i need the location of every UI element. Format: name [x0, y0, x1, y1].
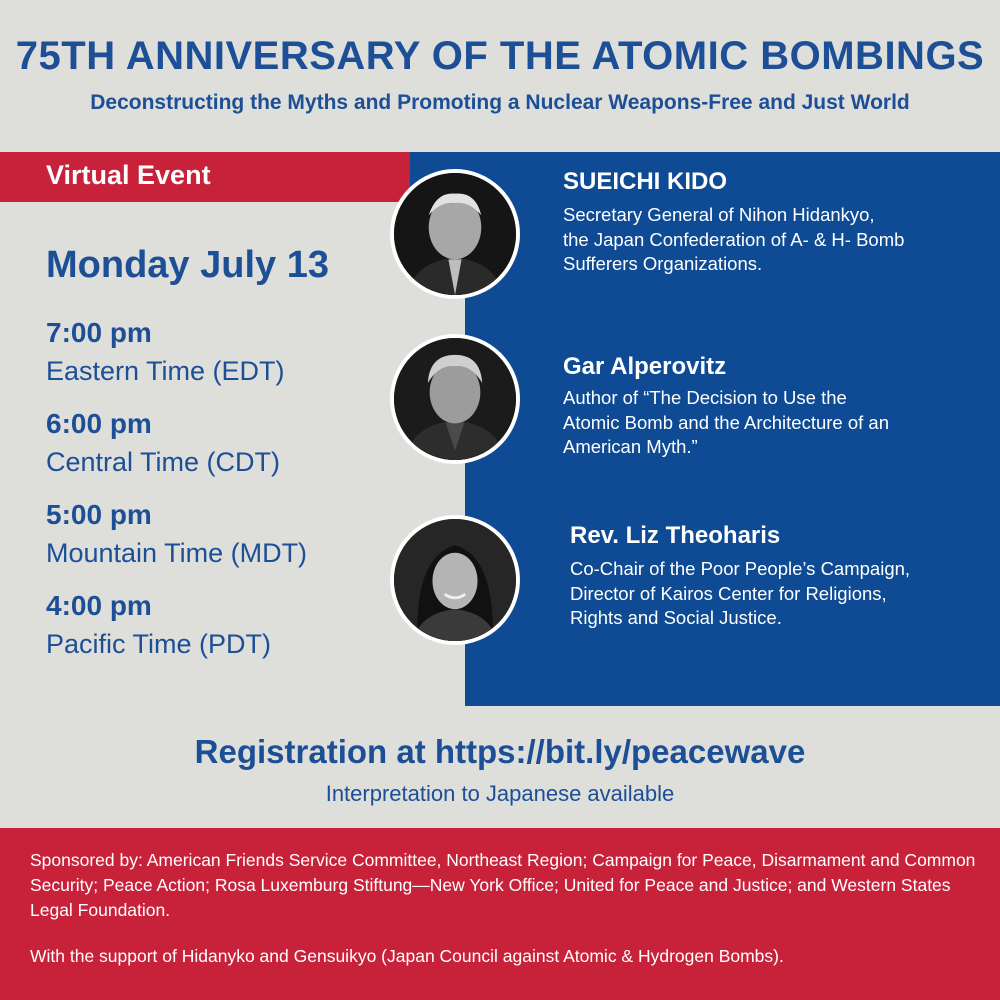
event-date: Monday July 13	[46, 244, 329, 286]
speaker-desc-theoharis	[570, 557, 910, 631]
speaker-photo-kido	[390, 169, 520, 299]
zone-central: Central Time (CDT)	[46, 447, 281, 477]
sponsors-text: Sponsored by: American Friends Service Committee, Northeast Region; Campaign for Peace, Disarmament and Common Security; Peace Action; Rosa Luxemburg Stiftung—New York Office; United for Peace and Justice; and Western States Legal Foundation.	[30, 850, 976, 920]
zone-pacific: Pacific Time (PDT)	[46, 629, 272, 659]
speaker-photo-theoharis	[390, 515, 520, 645]
speaker-desc-alperovitz	[563, 386, 889, 460]
interpretation-note: Interpretation to Japanese available	[325, 781, 675, 806]
speaker-desc-line: Co-Chair of the Poor People’s Campaign,	[570, 558, 911, 579]
speaker-desc-line: Author of “The Decision to Use the	[563, 387, 847, 408]
speaker-name-alperovitz: Gar Alperovitz	[563, 353, 727, 380]
time-central: 6:00 pm	[46, 408, 152, 439]
speaker-desc-line: the Japan Confederation of A- & H- Bomb	[563, 228, 905, 250]
speaker-desc-line: Sufferers Organizations.	[563, 253, 763, 274]
speaker-name-theoharis: Rev. Liz Theoharis	[570, 522, 781, 549]
page-title: 75TH ANNIVERSARY OF THE ATOMIC BOMBINGS	[15, 34, 985, 78]
speaker-name-kido: SUEICHI KIDO	[563, 168, 728, 195]
speaker-desc-line: Rights and Social Justice.	[570, 607, 782, 628]
registration-link[interactable]: Registration at https://bit.ly/peacewave	[194, 733, 806, 770]
speaker-desc-line: Secretary General of Nihon Hidankyo,	[563, 204, 875, 225]
time-mountain: 5:00 pm	[46, 499, 152, 530]
speaker-photo-alperovitz	[390, 334, 520, 464]
zone-eastern: Eastern Time (EDT)	[46, 356, 285, 386]
speaker-desc-line: American Myth.”	[563, 436, 698, 457]
time-eastern: 7:00 pm	[46, 317, 152, 348]
zone-mountain: Mountain Time (MDT)	[46, 538, 308, 568]
speaker-desc-line: Director of Kairos Center for Religions,	[570, 582, 887, 604]
virtual-event-label: Virtual Event	[46, 160, 211, 190]
page-subtitle: Deconstructing the Myths and Promoting a Nuclear Weapons-Free and Just World	[90, 91, 910, 114]
support-text: With the support of Hidanyko and Gensuikyo (Japan Council against Atomic & Hydrogen Bombs).	[30, 946, 784, 966]
speaker-desc-line: Atomic Bomb and the Architecture of an	[563, 411, 889, 433]
speaker-desc-kido	[563, 203, 904, 277]
time-pacific: 4:00 pm	[46, 590, 152, 621]
